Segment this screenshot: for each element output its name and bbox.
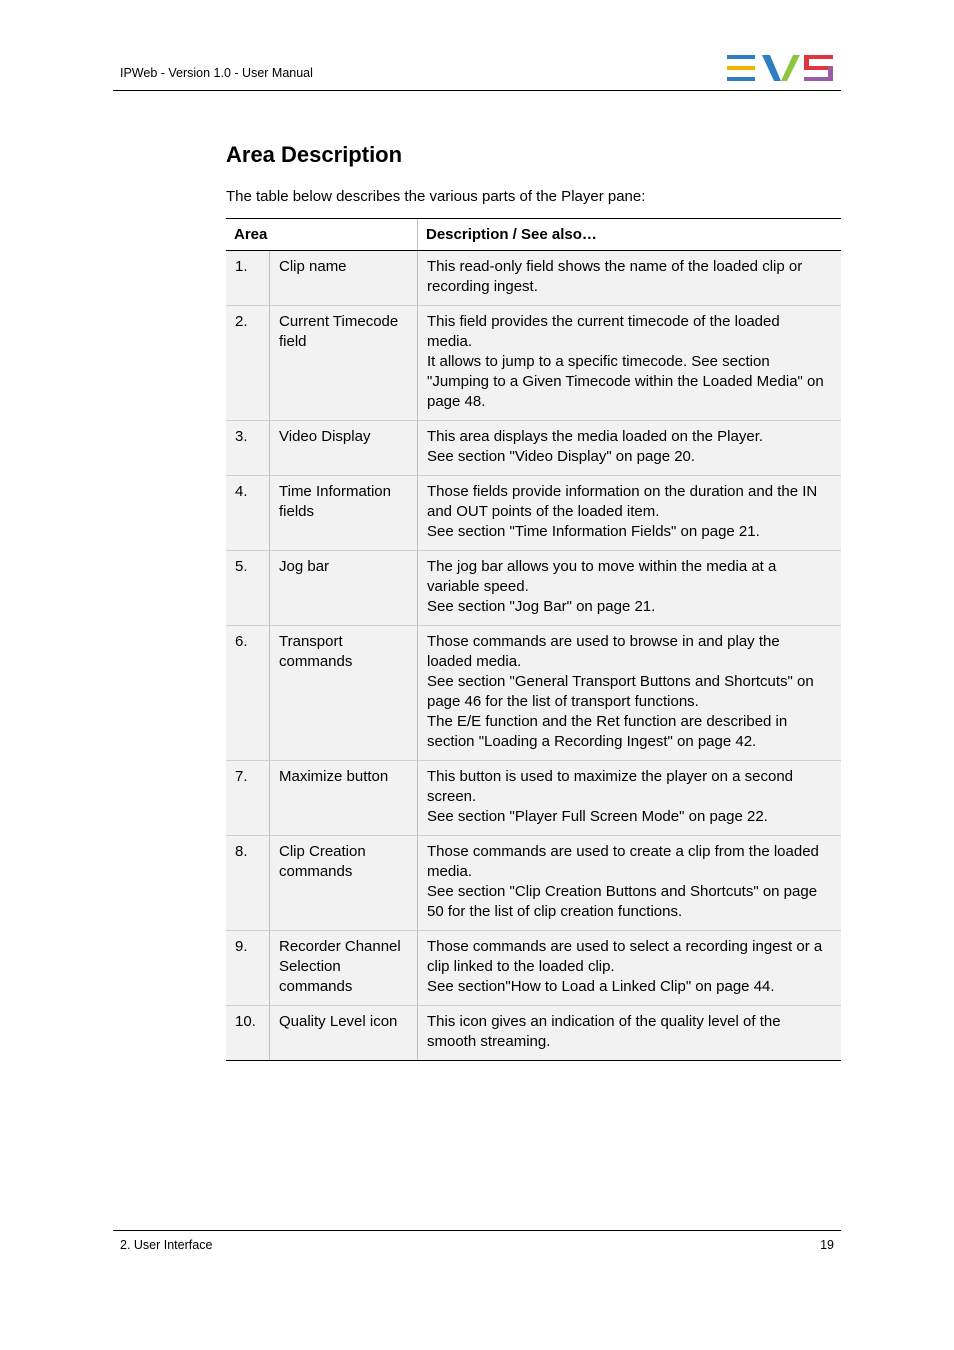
area-name: Jog bar — [270, 551, 418, 626]
area-description — [418, 626, 842, 761]
description-line: page 48. — [427, 393, 486, 410]
description-line: recording ingest. — [427, 278, 538, 295]
footer-divider — [113, 1230, 841, 1231]
area-name: Quality Level icon — [270, 1006, 418, 1061]
row-number: 7. — [226, 761, 270, 836]
description-line: This button is used to maximize the player on a second — [427, 768, 794, 785]
logo-v-right — [781, 55, 800, 81]
description-line: smooth streaming. — [427, 1033, 551, 1050]
table-row — [226, 761, 841, 836]
area-description — [418, 931, 842, 1006]
description-line: Those fields provide information on the duration and the IN — [427, 483, 818, 500]
table-row — [226, 476, 841, 551]
description-line: See section "Time Information Fields" on page 21. — [427, 523, 760, 540]
logo-v-left — [762, 55, 781, 81]
area-name: Recorder Channel Selection commands — [270, 931, 418, 1006]
row-number: 4. — [226, 476, 270, 551]
description-line: Those commands are used to create a clip from the loaded — [427, 843, 819, 860]
description-line: media. — [427, 333, 473, 350]
chapter-label: 2. User Interface — [120, 1238, 213, 1252]
area-description — [418, 1006, 842, 1061]
table-row — [226, 306, 841, 421]
row-number: 9. — [226, 931, 270, 1006]
table-row — [226, 421, 841, 476]
row-number: 5. — [226, 551, 270, 626]
table-row — [226, 251, 841, 306]
description-line: media. — [427, 863, 473, 880]
description-line: This read-only field shows the name of the loaded clip or — [427, 258, 803, 275]
description-line: The jog bar allows you to move within the media at a — [427, 558, 777, 575]
description-line: variable speed. — [427, 578, 529, 595]
description-line: 50 for the list of clip creation functions. — [427, 903, 683, 920]
area-name: Transport commands — [270, 626, 418, 761]
description-line: Those commands are used to browse in and play the — [427, 633, 780, 650]
table-row — [226, 836, 841, 931]
row-number: 3. — [226, 421, 270, 476]
row-number: 6. — [226, 626, 270, 761]
area-name: Time Information fields — [270, 476, 418, 551]
description-line: screen. — [427, 788, 477, 805]
area-name: Current Timecode field — [270, 306, 418, 421]
description-line: "Jumping to a Given Timecode within the Loaded Media" on — [427, 373, 824, 390]
logo-e-bar-mid — [727, 66, 755, 70]
description-line: See section "General Transport Buttons and Shortcuts" on — [427, 673, 814, 690]
description-line: See section "Jog Bar" on page 21. — [427, 598, 656, 615]
area-description — [418, 761, 842, 836]
table-body — [226, 251, 841, 1061]
description-line: See section "Player Full Screen Mode" on page 22. — [427, 808, 768, 825]
table-row — [226, 1006, 841, 1061]
area-description — [418, 421, 842, 476]
description-line: See section "Video Display" on page 20. — [427, 448, 696, 465]
table-row — [226, 931, 841, 1006]
table-row — [226, 626, 841, 761]
description-line: This field provides the current timecode of the loaded — [427, 313, 780, 330]
table-row — [226, 551, 841, 626]
description-line: page 46 for the list of transport functions. — [427, 693, 699, 710]
row-number: 8. — [226, 836, 270, 931]
logo-e-bar-bottom — [727, 77, 755, 81]
description-line: Those commands are used to select a recording ingest or a — [427, 938, 823, 955]
area-name: Video Display — [270, 421, 418, 476]
description-line: The E/E function and the Ret function are described in — [427, 713, 788, 730]
header-description: Description / See also… — [418, 219, 842, 251]
area-description — [418, 551, 842, 626]
row-number: 10. — [226, 1006, 270, 1061]
table-header-row — [226, 219, 841, 251]
evs-logo — [727, 55, 833, 81]
area-description — [418, 306, 842, 421]
page-number: 19 — [820, 1238, 834, 1252]
area-description — [418, 836, 842, 931]
manual-title: IPWeb - Version 1.0 - User Manual — [120, 66, 313, 80]
area-description-table — [226, 218, 841, 1061]
area-description — [418, 476, 842, 551]
section-title: Area Description — [226, 142, 403, 167]
description-line: See section "Clip Creation Buttons and Shortcuts" on page — [427, 883, 818, 900]
description-line: It allows to jump to a specific timecode. See section — [427, 353, 770, 370]
description-line: This area displays the media loaded on the Player. — [427, 428, 764, 445]
section-intro: The table below describes the various parts of the Player pane: — [226, 188, 646, 205]
row-number: 2. — [226, 306, 270, 421]
description-line: This icon gives an indication of the quality level of the — [427, 1013, 781, 1030]
description-line: and OUT points of the loaded item. — [427, 503, 660, 520]
description-line: See section"How to Load a Linked Clip" on page 44. — [427, 978, 775, 995]
logo-s-bottom — [804, 77, 833, 81]
area-name: Clip name — [270, 251, 418, 306]
header-divider — [113, 90, 841, 91]
description-line: loaded media. — [427, 653, 522, 670]
area-name: Clip Creation commands — [270, 836, 418, 931]
logo-e-bar-top — [727, 55, 755, 59]
header-area: Area — [226, 219, 418, 251]
description-line: clip linked to the loaded clip. — [427, 958, 615, 975]
row-number: 1. — [226, 251, 270, 306]
area-description — [418, 251, 842, 306]
description-line: section "Loading a Recording Ingest" on page 42. — [427, 733, 757, 750]
area-name: Maximize button — [270, 761, 418, 836]
